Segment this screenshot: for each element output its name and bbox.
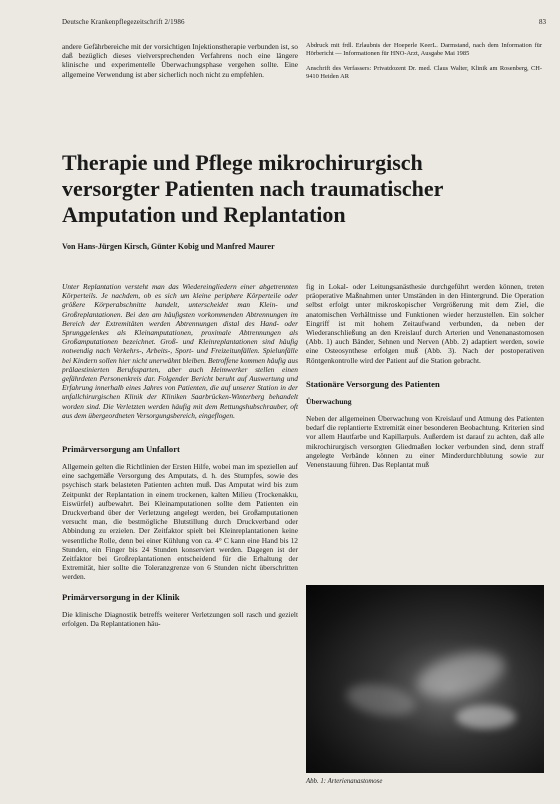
abstract-text: Unter Replantation versteht man das Wiedereingliedern einer abgetrennten Körperteils. Je nachdem, ob es sich um kleine periphere Körperteile oder größere Körperabschnitte handelt, unterscheidet man Klein- und Großreplantationen. Bei den am häufigsten vorkommenden Abtrennungen im Bereich der Extremitäten werden Abtrennungen distal des Hand- oder Sprunggelenkes als Kleinamputationen, proximale Abtrennungen als Großamputationen bezeichnet. Groß- und Kleinreplantationen sind häufig notwendig nach Verkehrs-, Arbeits-, Sport- und Freizeitunfällen. Spielunfälle bei Kindern sollen hier nicht unerwähnt bleiben. Betroffene kommen häufig aus prälaestinierten Berufssparten, aber auch Heimwerker stellen einen gefährdeten Personenkreis dar. Folgender Bericht beruht auf Auswertung und Erfahrung innerhalb eines Jahres von Patienten, die auf unserer Station in der unfallchirurgischen Klinik der Kliniken Saarbrücken-Winterberg behandelt worden sind. Die Verletzten werden häufig mit dem Rettungshubschrauber, oft aus dem übergeordneten Versorgungsbereich, eingeflogen. bbox=[62, 282, 298, 420]
reprint-note: Abdruck mit frdl. Erlaubnis der Hoeperle KeerL. Darmstand, nach dem Information für Hörbericht — Informationen für HNO-Arzt, Ausgabe Mai 1985 bbox=[306, 42, 542, 58]
paragraph: andere Gefährbereiche mit der vorsichtigen Injektionstherapie verbunden ist, so daß bezüglich dieses vielversprechenden Verfahrens noch eine längere klinische und experimentelle Überwachungsphase vergehen sollte. Eine allgemeine Verwendung ist aber sicherlich noch nicht zu empfehlen. bbox=[62, 42, 298, 79]
figure-photo bbox=[306, 585, 544, 773]
abstract bbox=[62, 282, 298, 420]
photo-highlight bbox=[344, 679, 418, 721]
section-heading: Primärversorgung in der Klinik bbox=[62, 591, 180, 602]
section-heading: Stationäre Versorgung des Patienten bbox=[306, 378, 440, 389]
subsection-heading: Überwachung bbox=[306, 396, 352, 406]
left-column-body bbox=[62, 434, 298, 628]
running-header: Deutsche Krankenpflegezeitschrift 2/1986 bbox=[62, 18, 185, 26]
author-address: Anschrift des Verfassers: Privatdozent Dr. med. Claus Walter, Klinik am Rosenberg, CH-9410 Heiden AR bbox=[306, 65, 542, 81]
previous-article-notes bbox=[306, 42, 542, 81]
right-column-body bbox=[306, 282, 544, 469]
paragraph: fig in Lokal- oder Leitungsanästhesie durchgeführt werden können, treten präoperative Maßnahmen unter Umständen in den Hintergrund. Die Operation selbst erfolgt unter mikroskopischer Vergrößerung mit dem Ziel, die anatomischen Verhältnisse und Funktionen wieder herzustellen. Ein solcher Eingriff ist mit hohem Zeitaufwand verbunden, da neben der Wiederanschließung an den Kreislauf durch Arterien und Venenanastomosen (Abb. 1) auch Bänder, Sehnen und Nerven (Abb. 2) adaptiert werden, sowie eine Osteosynthese erfolgen muß (Abb. 3). Nach der postoperativen Röntgenkontrolle wird der Patient auf die Station gebracht. bbox=[306, 282, 544, 365]
photo-highlight bbox=[412, 644, 509, 706]
figure-caption: Abb. 1: Arterienanastomose bbox=[306, 778, 383, 785]
paragraph: Neben der allgemeinen Überwachung von Kreislauf und Atmung des Patienten bedarf die replantierte Extremität einer besonderen Beobachtung. Kriterien sind vor allem Hautfarbe und Kapillarpuls. Außerdem ist darauf zu achten, daß alle mikrochirurgisch versorgten Gliedmaßen locker verbunden sind, denn straff angelegte Verbände können zu einer Minderdurchblutung sowie zur Venenstauung führen. Das Replantat muß bbox=[306, 414, 544, 470]
previous-article-ending bbox=[62, 42, 298, 79]
section-heading: Primärversorgung am Unfallort bbox=[62, 444, 180, 454]
photo-highlight bbox=[456, 705, 516, 729]
article-authors: Von Hans-Jürgen Kirsch, Günter Kobig und Manfred Maurer bbox=[62, 242, 275, 251]
page-number: 83 bbox=[539, 18, 546, 26]
paragraph: Die klinische Diagnostik betreffs weiterer Verletzungen soll rasch und gezielt erfolgen. Da Replantationen häu- bbox=[62, 609, 298, 628]
paragraph: Allgemein gelten die Richtlinien der Ersten Hilfe, wobei man im speziellen auf eine sachgemäße Versorgung des Amputats, d. h. des Stumpfes, sowie des psychisch stark belasteten Patienten achten muß. Das Amputat wird bis zum Zeitpunkt der Replantation in einem trockenen, kalten Milieu (Trockenakku, Eiswürfel) aufbewahrt. Bei Kleinamputationen sollte dem Patienten ein Druckverband über der Verletzung angelegt werden, bei Großamputationen versucht man, die bestmögliche Blutstillung durch Druckverband oder Abbindung zu erzielen. Der Zeitfaktor spielt bei Kleinreplantationen keine wesentliche Rolle, denn bei einer Kühlung von ca. 4° C kann eine Hand bis 12 Stunden, ein Finger bis 24 Stunden konserviert werden. Dagegen ist der Zeitfaktor bei Großreplantationen entscheidend für die Erhaltung der Extremität, hier sollte die Toleranzgrenze von 6 Stunden nicht überschritten werden. bbox=[62, 462, 298, 582]
article-title: Therapie und Pflege mikrochirurgisch versorgter Patienten nach traumatischer Amputation und Replantation bbox=[62, 150, 444, 227]
